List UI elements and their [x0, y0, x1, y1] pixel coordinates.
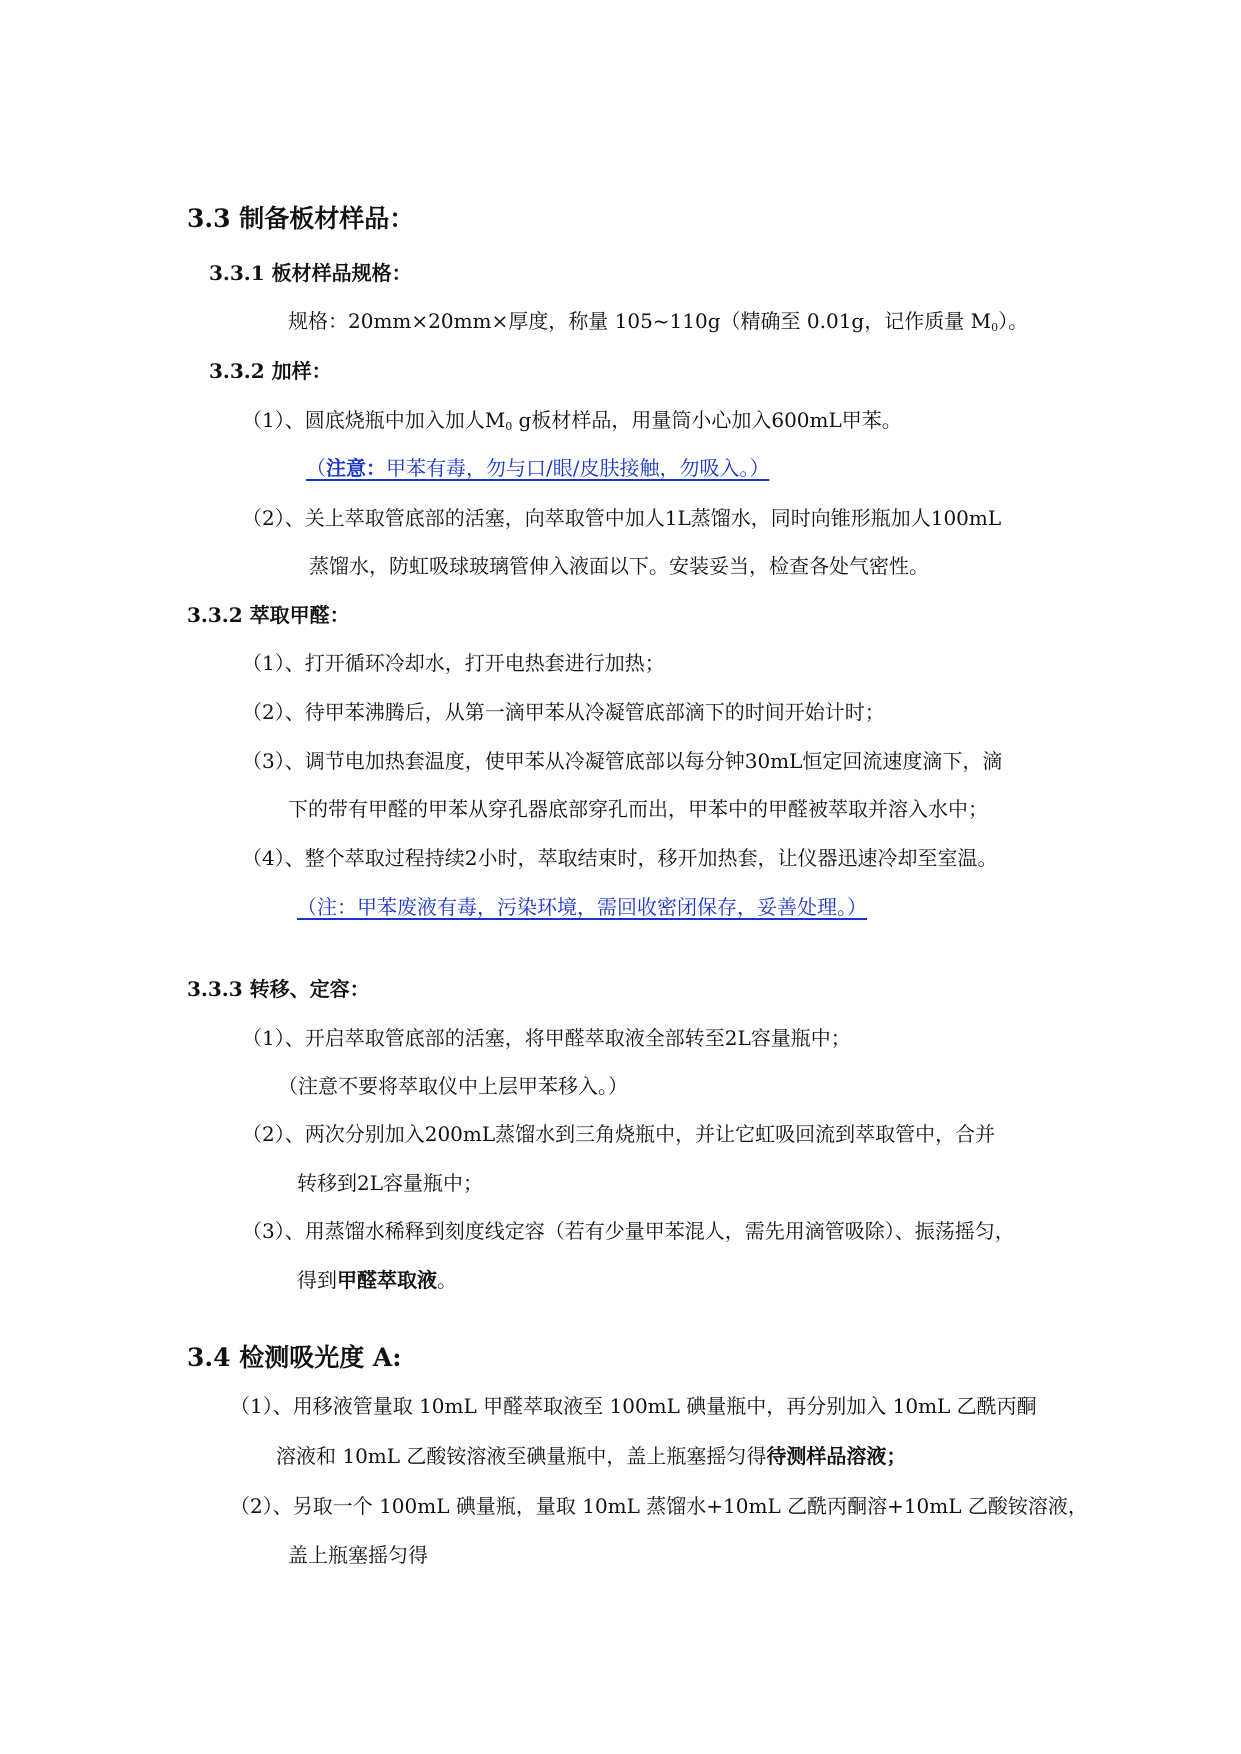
add-sample-item-1	[242, 410, 902, 432]
spec-text-end: ）。	[998, 309, 1029, 333]
section-3-3-title: 3.3 制备板材样品：	[187, 204, 415, 233]
item-subscript: 0	[505, 420, 513, 433]
item-text: 得到	[297, 1268, 337, 1292]
item-text: （1）、圆底烧瓶中加入加人M	[242, 408, 506, 432]
absorbance-item-1-line-2	[276, 1446, 906, 1466]
item-text: 溶液和 10mL 乙酸铵溶液至碘量瓶中，盖上瓶塞摇匀得	[276, 1444, 767, 1468]
item-text-end: 。	[437, 1268, 457, 1292]
toluene-warning-note	[306, 458, 769, 478]
note-open: （	[306, 456, 326, 480]
add-sample-item-2-line-1: （2）、关上萃取管底部的活塞，向萃取管中加人1L蒸馏水，同时向锥形瓶加人100mL	[242, 506, 1002, 530]
transfer-item-1-note: （注意不要将萃取仪中上层甲苯移入。）	[278, 1074, 628, 1098]
section-3-3-1-title: 3.3.1 板材样品规格：	[209, 261, 412, 285]
note-text: 甲苯有毒，勿与口/眼/皮肤接触，勿吸入。）	[386, 456, 770, 480]
extract-item-4: （4）、整个萃取过程持续2小时，萃取结束时，移开加热套，让仪器迅速冷却至室温。	[242, 846, 998, 870]
waste-note: （注：甲苯废液有毒，污染环境，需回收密闭保存，妥善处理。）	[297, 895, 867, 919]
section-3-3-3-title: 3.3.3 转移、定容：	[187, 977, 370, 1001]
item-text-end: g板材样品，用量筒小心加入600mL甲苯。	[512, 408, 902, 432]
transfer-item-2-line-1: （2）、两次分别加入200mL蒸馏水到三角烧瓶中，并让它虹吸回流到萃取管中，合并	[242, 1122, 996, 1146]
extract-item-3-line-2: 下的带有甲醛的甲苯从穿孔器底部穿孔而出，甲苯中的甲醛被萃取并溶入水中；	[288, 797, 988, 821]
transfer-item-1: （1）、开启萃取管底部的活塞，将甲醛萃取液全部转至2L容量瓶中；	[242, 1026, 851, 1050]
extract-item-1: （1）、打开循环冷却水，打开电热套进行加热；	[242, 651, 665, 675]
transfer-item-2-line-2: 转移到2L容量瓶中；	[297, 1171, 484, 1195]
item-emphasis: 待测样品溶液；	[766, 1444, 907, 1468]
section-3-4-title: 3.4 检测吸光度 A:	[187, 1343, 402, 1372]
section-extract-title: 3.3.2 萃取甲醛：	[187, 603, 350, 627]
absorbance-item-1-line-1: （1）、用移液管量取 10mL 甲醛萃取液至 100mL 碘量瓶中，再分别加入 10mL 乙酰丙酮	[230, 1394, 1037, 1418]
note-label: 注意：	[326, 456, 386, 480]
spec-text: 规格：20mm×20mm×厚度，称量 105~110g（精确至 0.01g，记作质量 M	[288, 309, 992, 333]
extract-item-2: （2）、待甲苯沸腾后，从第一滴甲苯从冷凝管底部滴下的时间开始计时；	[242, 700, 885, 724]
transfer-item-3-line-2	[297, 1270, 457, 1290]
spec-subscript: 0	[991, 321, 999, 334]
absorbance-item-2-line-1: （2）、另取一个 100mL 碘量瓶，量取 10mL 蒸馏水+10mL 乙酰丙酮溶+10mL 乙酸铵溶液，	[230, 1494, 1088, 1518]
extract-item-3-line-1: （3）、调节电加热套温度，使甲苯从冷凝管底部以每分钟30mL恒定回流速度滴下，滴	[242, 749, 1003, 773]
absorbance-item-2-line-2: 盖上瓶塞摇匀得	[288, 1543, 428, 1567]
spec-paragraph	[288, 311, 1028, 333]
transfer-item-3-line-1: （3）、用蒸馏水稀释到刻度线定容（若有少量甲苯混人，需先用滴管吸除）、振荡摇匀，	[242, 1219, 1015, 1243]
section-3-3-2-title: 3.3.2 加样：	[209, 359, 332, 383]
item-emphasis: 甲醛萃取液	[337, 1268, 437, 1292]
add-sample-item-2-line-2: 蒸馏水，防虹吸球玻璃管伸入液面以下。安装妥当，检查各处气密性。	[309, 554, 929, 578]
